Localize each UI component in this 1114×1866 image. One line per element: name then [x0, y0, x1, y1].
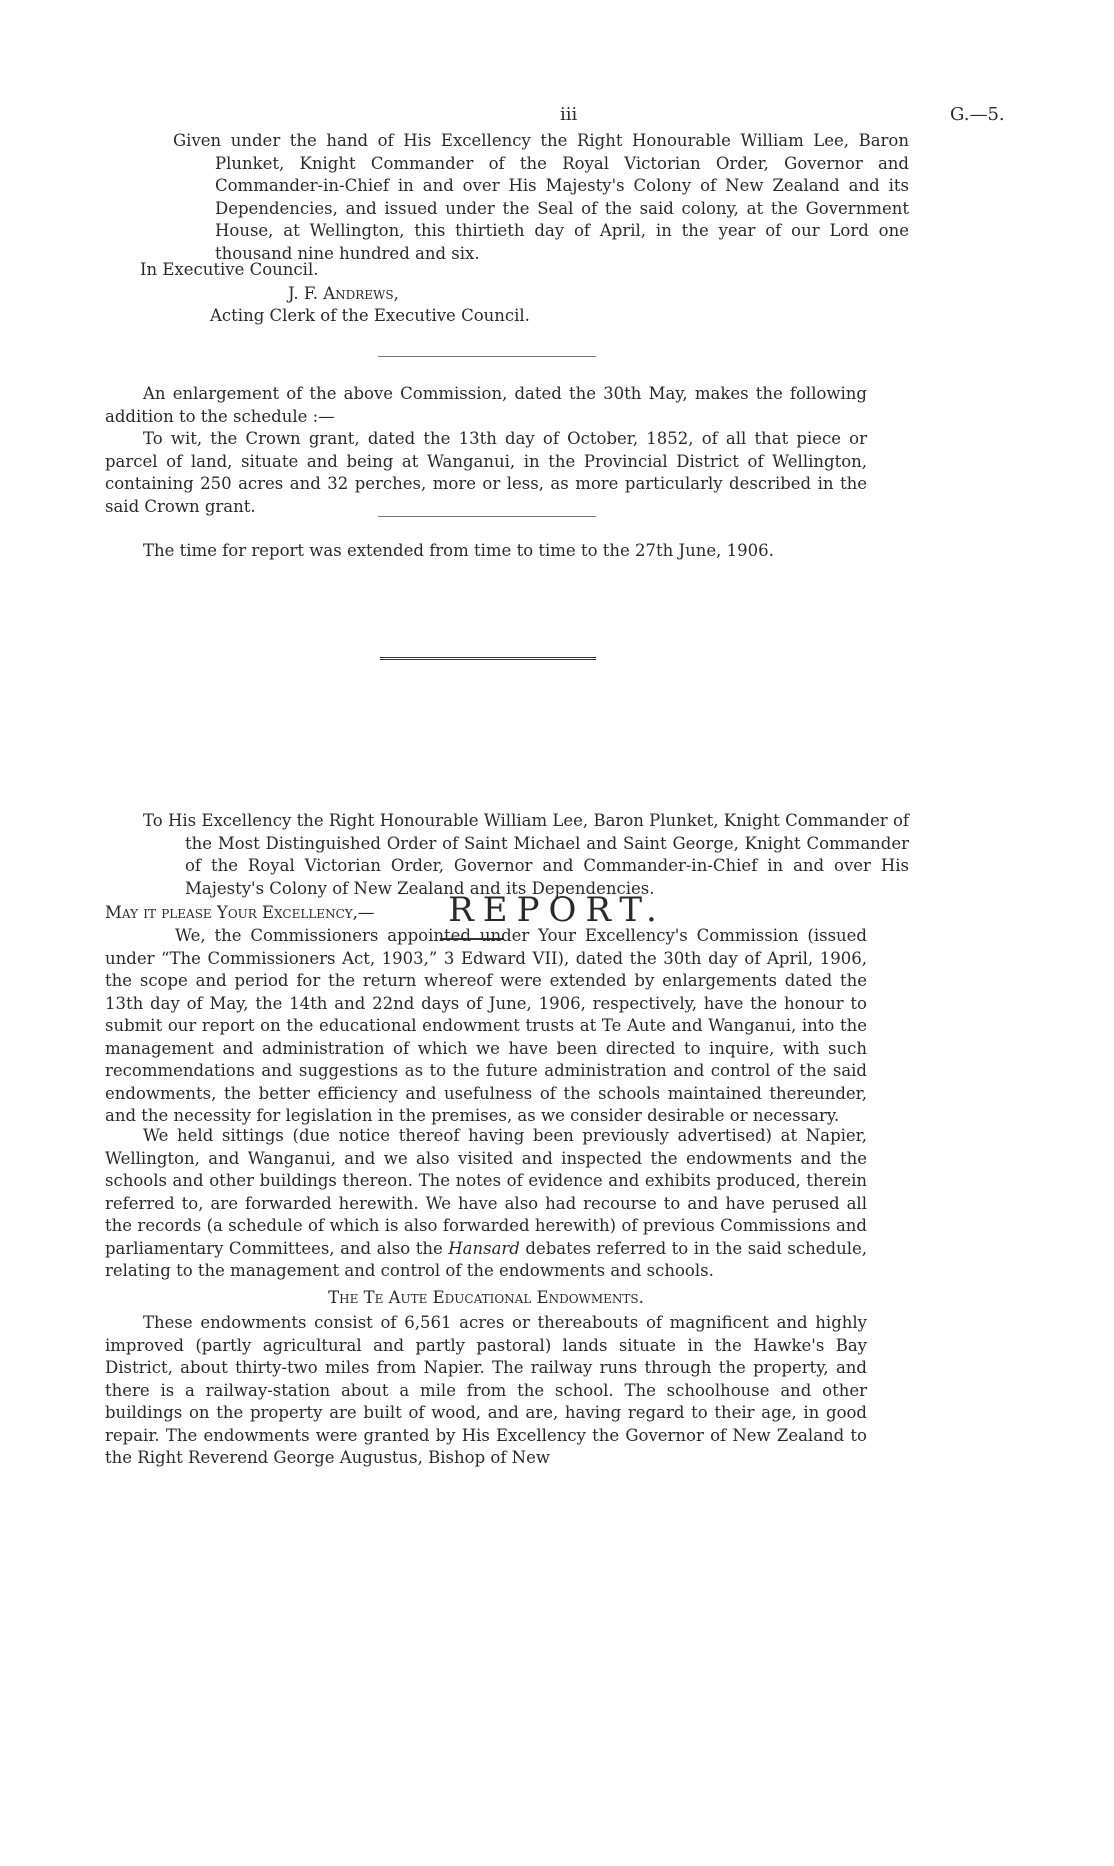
extension-paragraph: The time for report was extended from time to time to the 27th June, 1906.: [143, 541, 774, 560]
report-paragraph-3: These endowments consist of 6,561 acres or thereabouts of magnificent and highly improved (partly agricultural and partly pastoral) lands situate in the Hawke's Bay District, about thirty-two miles from Napier. The railway runs through the property, and there is a railway-station about a mile from the school. The schoolhouse and other buildings on the property are built of wood, and are, having regard to their age, in good repair. The endowments were granted by His Excellency the Governor of New Zealand to the Right Reverend George Augustus, Bishop of New: [105, 1313, 867, 1467]
signatory-name: J. F. Andrews,: [288, 284, 399, 303]
report-paragraph-2: [105, 1125, 867, 1283]
hansard-reference: Hansard: [448, 1238, 520, 1258]
commission-given-under: Given under the hand of His Excellency the Right Honourable William Lee, Baron Plunket, Knight Commander of the Royal Victorian Order, Governor and Commander-in-Chief in and over His Majesty's Colony of New Zealand and its Dependencies, and issued under the Seal of the said colony, at the Government House, at Wellington, this thirtieth day of April, in the year of our Lord one thousand nine hundred and six.: [173, 131, 909, 263]
section-divider: [378, 516, 596, 517]
report-paragraph-1: We, the Commissioners appointed under Your Excellency's Commission (issued under “The Commissioners Act, 1903,” 3 Edward VII), dated the 30th day of April, 1906, the scope and period for the return whereof were extended by enlargements dated the 13th day of May, the 14th and 22nd days of June, 1906, respectively, have the honour to submit our report on the educational endowment trusts at Te Aute and Wanganui, into the management and administration of which we have been directed to inquire, with such recommendations and suggestions as to the future administration and control of the said endowments, the better efficiency and usefulness of the schools maintained thereunder, and the necessity for legislation in the premises, as we consider desirable or necessary.: [105, 926, 867, 1125]
salutation: May it please Your Excellency,—: [105, 903, 375, 922]
signatory-title: Acting Clerk of the Executive Council.: [210, 306, 530, 325]
report-address: To His Excellency the Right Honourable William Lee, Baron Plunket, Knight Commander of the Most Distinguished Order of Saint Michael and Saint George, Knight Commander of the Royal Victorian Order, Governor and Commander-in-Chief in and over His Majesty's Colony of New Zealand and its Dependencies.: [143, 811, 909, 898]
enlargement-paragraph-1: An enlargement of the above Commission, dated the 30th May, makes the following addition to the schedule :—: [105, 384, 867, 426]
report-paragraph-2-text-b: debates referred to in the said schedule, relating to the management and control of the endowments and schools.: [105, 1238, 868, 1280]
section-divider: [378, 356, 596, 357]
page-number: iii: [560, 104, 578, 125]
report-paragraph-2-text-a: We held sittings (due notice thereof having been previously advertised) at Napier, Wellington, and Wanganui, and we also visited and inspected the endowments and the schools and other buildings thereon. The notes of evidence and exhibits produced, therein referred to, are forwarded herewith. We have also had recourse to and have perused all the records (a schedule of which is also forwarded herewith) of previous Commissions and parliamentary Committees, and also the: [105, 1126, 867, 1258]
executive-council-line: In Executive Council.: [140, 260, 319, 279]
double-divider: [380, 657, 596, 660]
document-reference: G.—5.: [950, 104, 1005, 125]
section-heading: The Te Aute Educational Endowments.: [328, 1288, 644, 1307]
enlargement-paragraph-2: To wit, the Crown grant, dated the 13th day of October, 1852, of all that piece or parcel of land, situate and being at Wanganui, in the Provincial District of Wellington, containing 250 acres and 32 perches, more or less, as more particularly described in the said Crown grant.: [105, 429, 867, 516]
report-title: REPORT.: [448, 890, 666, 930]
